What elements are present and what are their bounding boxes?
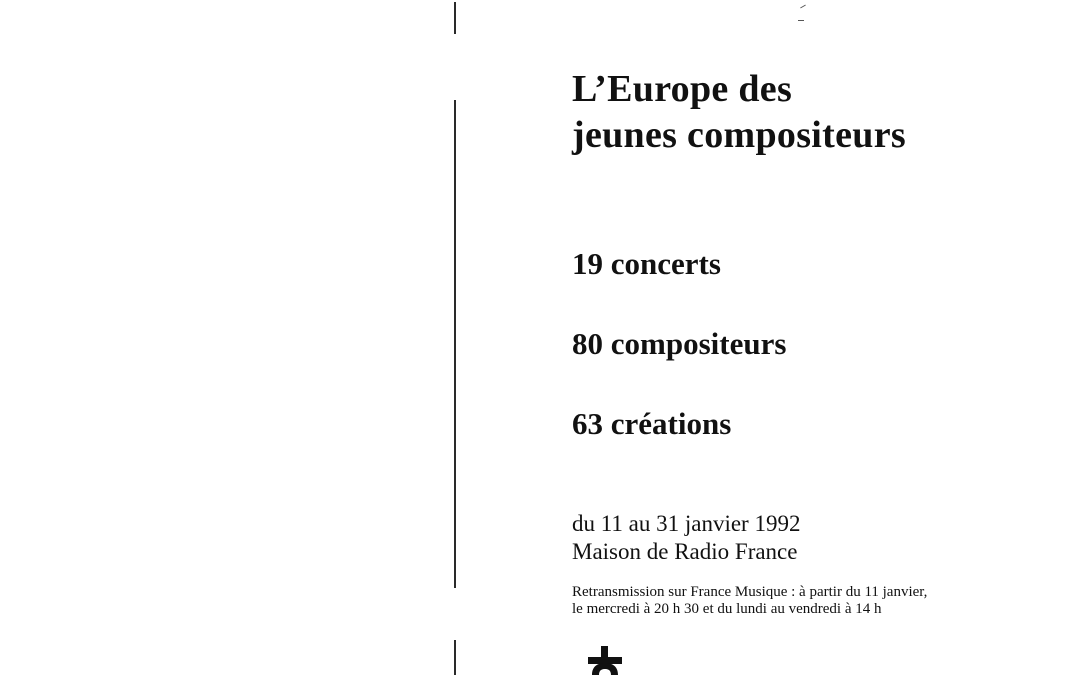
scan-mark <box>800 5 806 9</box>
stat-concerts: 19 concerts <box>572 246 721 281</box>
broadcast-line-1: Retransmission sur France Musique : à partir du 11 janvier, <box>572 584 928 600</box>
event-dates: du 11 au 31 janvier 1992 <box>572 511 801 536</box>
fold-line-top <box>454 2 456 34</box>
broadcast-line-2: le mercredi à 20 h 30 et du lundi au vendredi à 14 h <box>572 601 882 617</box>
event-venue: Maison de Radio France <box>572 539 798 564</box>
title-line-1: L’Europe des <box>572 68 793 110</box>
event-info <box>572 510 800 566</box>
fold-line-middle <box>454 100 456 588</box>
fold-line-bottom <box>454 640 456 675</box>
title-line-2: jeunes compositeurs <box>572 114 906 156</box>
radio-france-logo-icon <box>586 646 626 675</box>
broadcast-info <box>572 584 1032 618</box>
stat-premieres: 63 créations <box>572 406 732 441</box>
stat-composers: 80 compositeurs <box>572 326 787 361</box>
scan-mark <box>798 20 804 21</box>
page-title <box>572 66 906 158</box>
